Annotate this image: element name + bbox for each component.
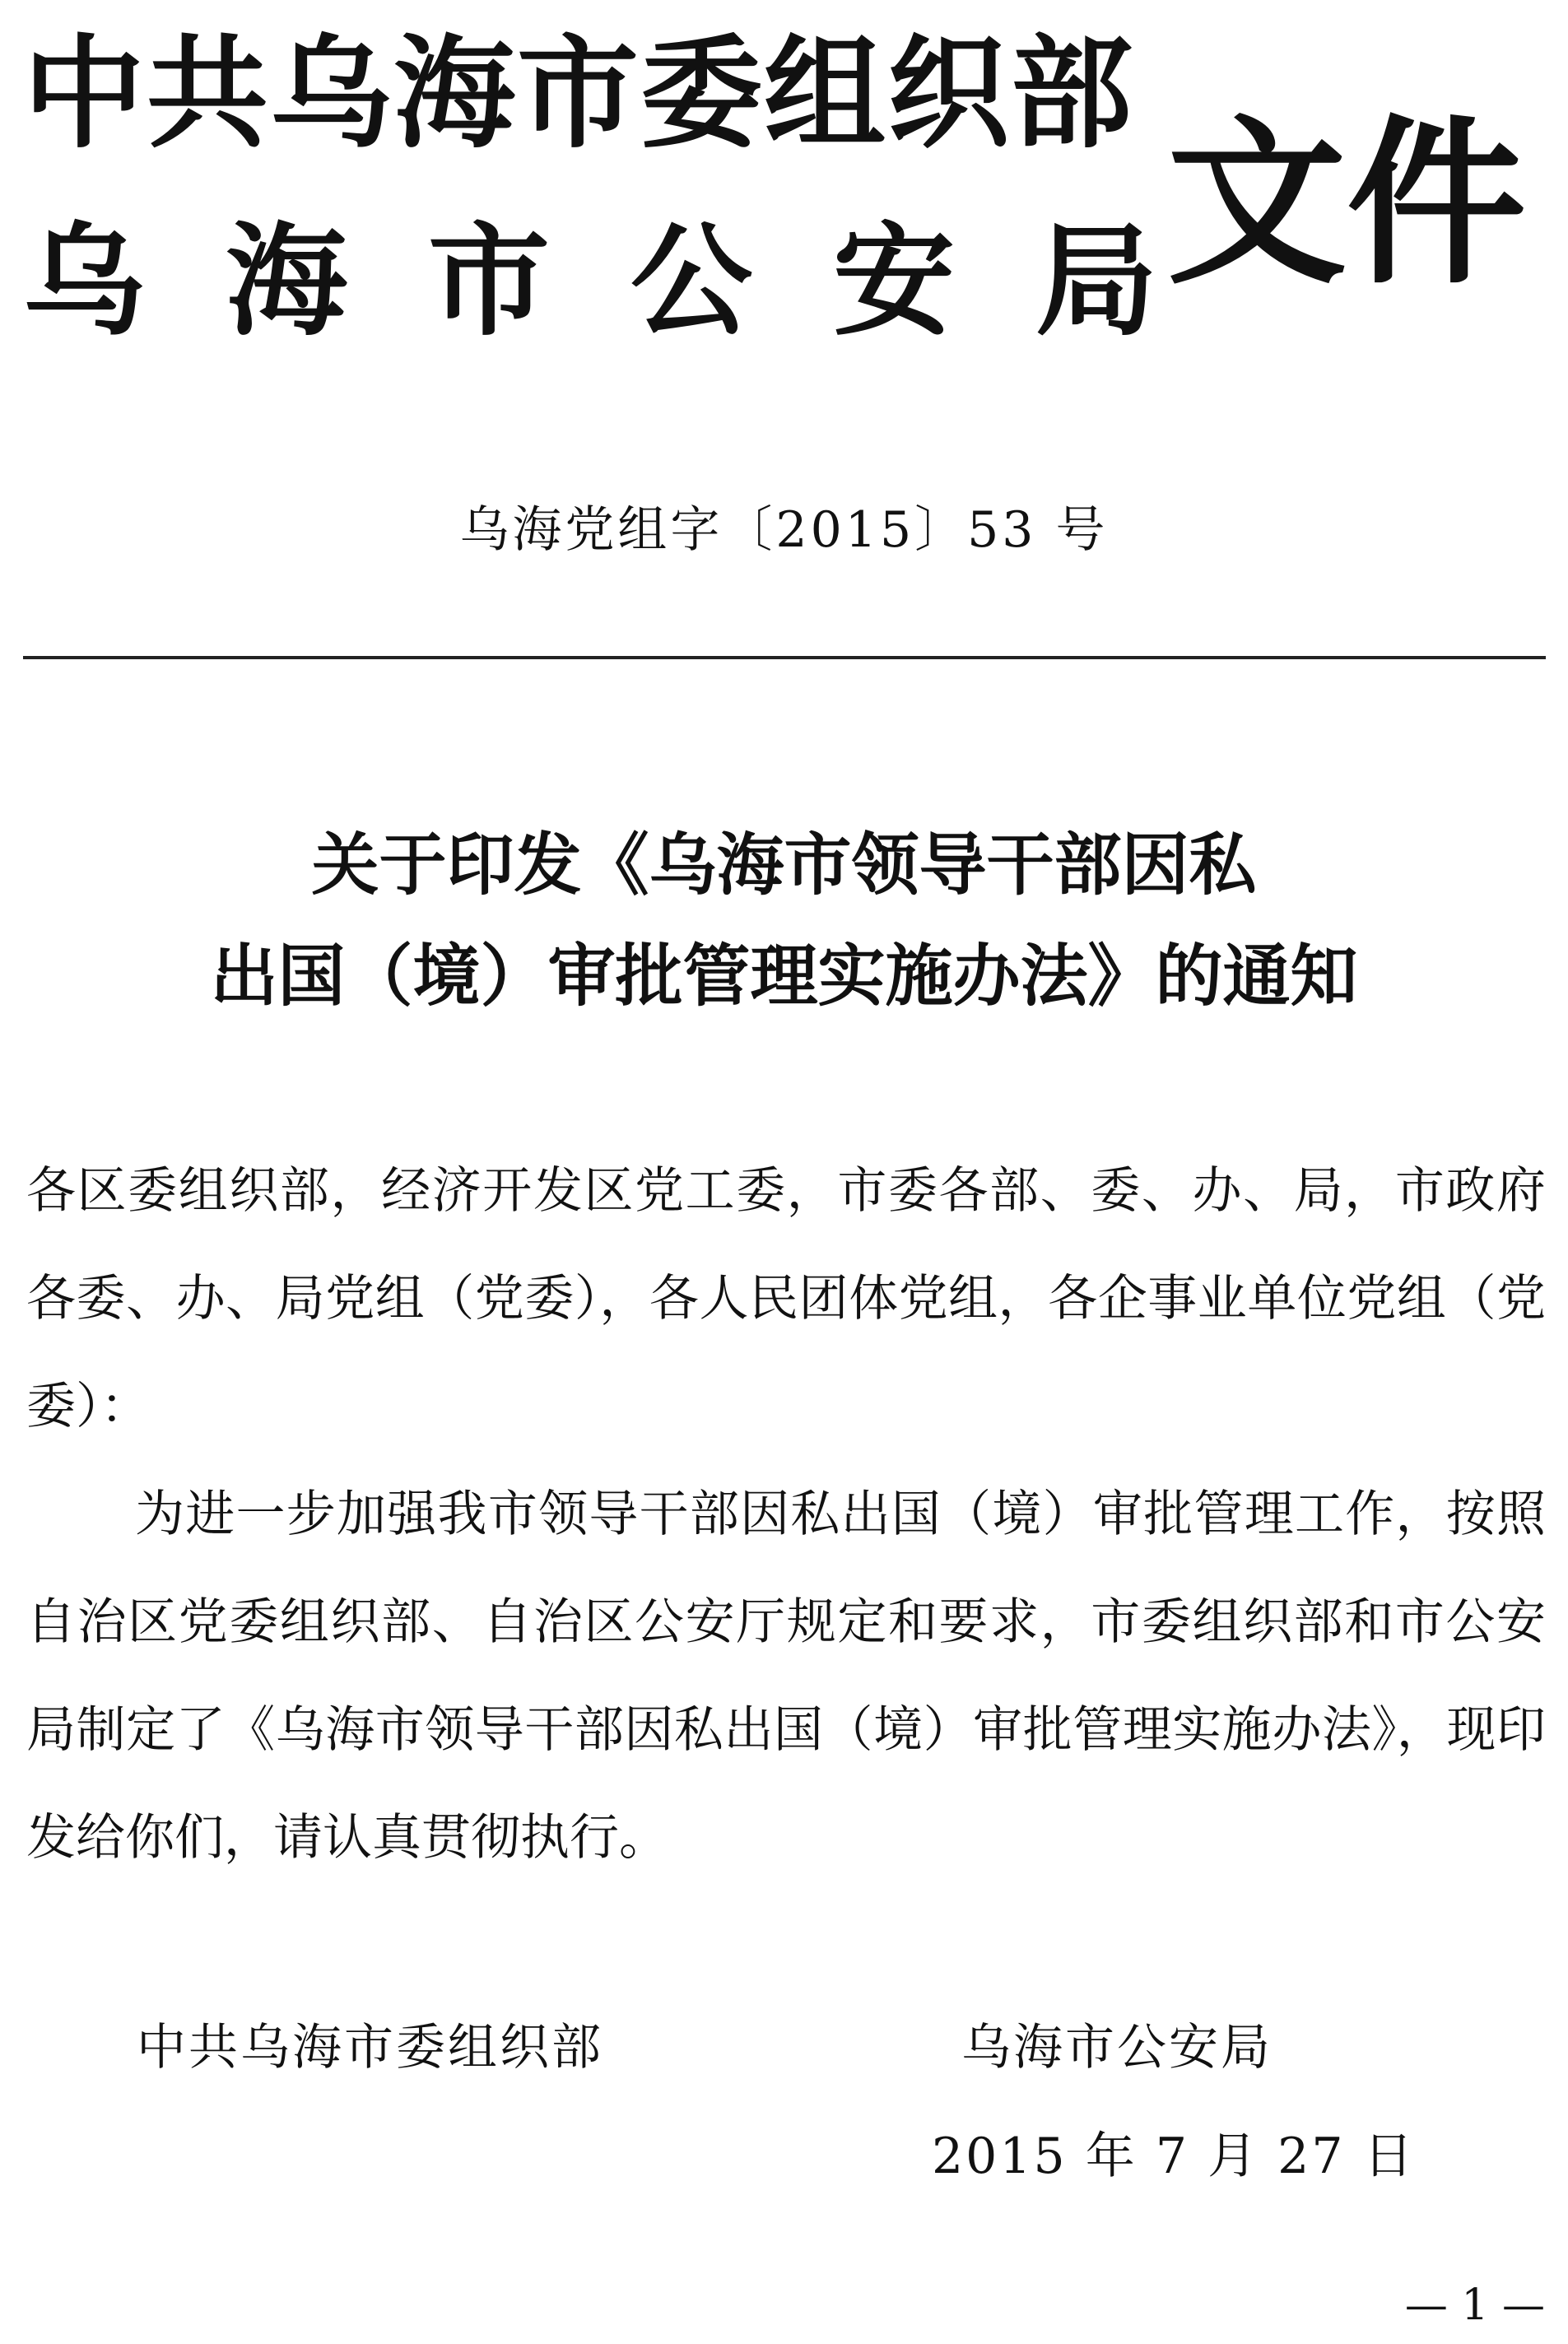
issuer-line-2: 乌海市公安局: [23, 211, 1238, 352]
page-number: — 1 —: [1404, 2281, 1545, 2330]
signature-public-security-bureau: 乌海市公安局: [961, 2019, 1273, 2077]
signature-date: 2015 年 7 月 27 日: [932, 2128, 1416, 2185]
document-number: 乌海党组字〔2015〕53 号: [459, 501, 1109, 559]
header-divider: [23, 656, 1546, 659]
title-line-1: 关于印发《乌海市领导干部因私: [311, 826, 1257, 905]
document-type-label: 文件: [1167, 100, 1526, 309]
body-paragraph: 为进一步加强我市领导干部因私出国（境）审批管理工作，按照自治区党委组织部、自治区公安厅规定和要求，市委组织部和市公安局制定了《乌海市领导干部因私出国（境）审批管理实施办法》，现印发给你们，请认真贯彻执行。: [26, 1486, 1546, 1867]
issuer-line-1: 中共乌海市委组织部: [23, 23, 1134, 165]
signature-organization-department: 中共乌海市委组织部: [137, 2019, 603, 2077]
salutation: 各区委组织部，经济开发区党工委，市委各部、委、办、局，市政府各委、办、局党组（党委），各人民团体党组，各企事业单位党组（党委）：: [26, 1162, 1546, 1435]
title-line-2: 出国（境）审批管理实施办法》的通知: [210, 937, 1358, 1016]
